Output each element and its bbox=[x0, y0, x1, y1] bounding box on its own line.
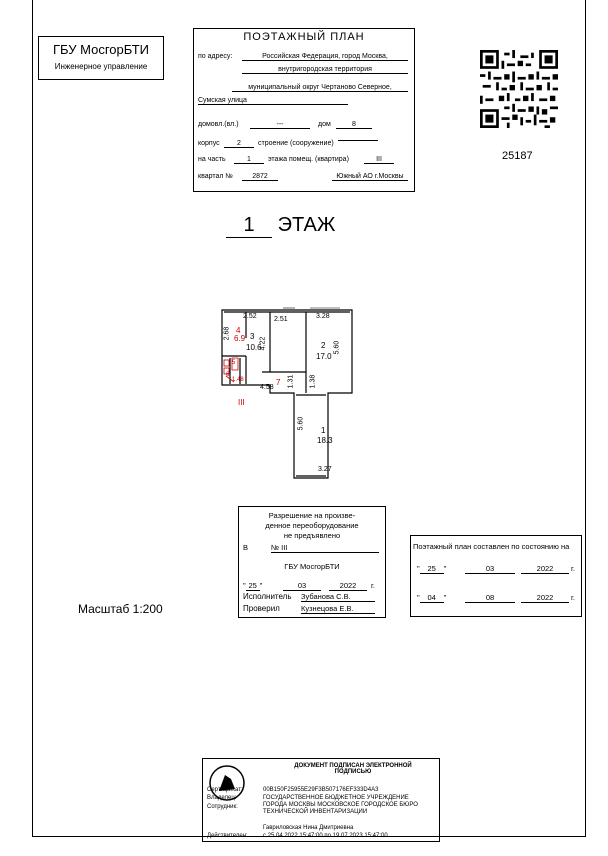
korpus-value: 2 bbox=[224, 140, 254, 148]
permission-org: ГБУ МосгорБТИ bbox=[284, 562, 340, 571]
part-label: на часть bbox=[198, 156, 226, 163]
state-month-2: 08 bbox=[465, 593, 515, 603]
dim-5-60-b: 5.60 bbox=[297, 416, 305, 431]
permission-month: 03 bbox=[283, 581, 321, 591]
dim-1-48: 1.48 bbox=[232, 377, 244, 383]
stroenie-label: строение (сооружение) bbox=[258, 140, 334, 147]
room-5-id: 5 bbox=[232, 360, 236, 366]
floor-label: этажа помещ. (квартира) bbox=[268, 156, 349, 163]
floor-heading bbox=[226, 214, 335, 238]
dim-5-60-a: 5.60 bbox=[333, 340, 341, 355]
executor-label: Исполнитель bbox=[243, 592, 292, 601]
room-1-id: 1 bbox=[321, 426, 326, 435]
address-line4: Сумская улица bbox=[198, 97, 348, 105]
dom-value: 8 bbox=[336, 121, 372, 129]
valid-value: с 25.04.2022 15:47:00 по 19.07.2023 15:47:00 bbox=[263, 833, 388, 839]
dim-2-52: 2.52 bbox=[243, 313, 257, 320]
state-day-2: 04 bbox=[420, 593, 444, 603]
cert-label: Сертификат: bbox=[207, 787, 243, 793]
flat-marker: III bbox=[238, 398, 245, 407]
state-suffix-1: г. bbox=[571, 564, 575, 573]
permission-year: 2022 bbox=[329, 581, 367, 591]
org-name: ГБУ МосгорБТИ bbox=[53, 42, 149, 57]
sig-title-line1: ДОКУМЕНТ ПОДПИСАН ЭЛЕКТРОННОЙ bbox=[294, 763, 412, 769]
room-7-id: 7 bbox=[276, 378, 281, 387]
floor-value: III bbox=[364, 156, 394, 164]
state-year-1: 2022 bbox=[521, 564, 569, 574]
permission-box: Разрешение на произве- денное переоборудование не предъявлено В № III ГБУ МосгорБТИ " 25 " 03 2022 г. Исполнитель Зубанова С.В. Проверил Кузнецова Е.В. bbox=[238, 506, 386, 618]
dom-label: дом bbox=[318, 121, 331, 128]
permission-line3: не предъявлено bbox=[283, 531, 341, 540]
e-signature-stamp bbox=[202, 758, 440, 842]
dim-2-68: 2.68 bbox=[223, 326, 231, 341]
sig-title bbox=[273, 763, 433, 775]
permission-line1: Разрешение на произве- bbox=[268, 511, 356, 520]
plan-title: ПОЭТАЖНЫЙ ПЛАН bbox=[243, 31, 365, 43]
plan-header-box bbox=[193, 28, 415, 192]
district: Южный АО г.Москвы bbox=[332, 173, 408, 181]
permission-line2: денное переоборудование bbox=[265, 521, 359, 530]
dim-1-38: 1.38 bbox=[309, 374, 317, 389]
floor-label-text: ЭТАЖ bbox=[277, 214, 336, 236]
permission-kv-value: № III bbox=[271, 543, 379, 553]
stroenie-value bbox=[338, 140, 378, 141]
address-line3: муниципальный округ Чертаново Северное, bbox=[232, 84, 408, 92]
checker-name: Кузнецова Е.В. bbox=[301, 604, 375, 614]
room-3-area: 10.6 bbox=[246, 343, 262, 352]
org-dept: Инженерное управление bbox=[54, 62, 148, 71]
dim-3-27: 3.27 bbox=[318, 466, 332, 473]
state-year-2: 2022 bbox=[521, 593, 569, 603]
dim-2-51: 2.51 bbox=[274, 316, 288, 323]
qr-code bbox=[480, 50, 558, 128]
room-2-id: 2 bbox=[321, 341, 326, 350]
address-label: по адресу: bbox=[198, 53, 233, 60]
floor-number: 1 bbox=[226, 214, 272, 238]
room-3-id: 3 bbox=[250, 332, 255, 341]
kvartal-label: квартал № bbox=[198, 173, 233, 180]
room-6-id: 6 bbox=[226, 372, 230, 378]
document-code: 25187 bbox=[502, 150, 533, 162]
state-title: Поэтажный план составлен по состоянию на bbox=[413, 542, 570, 551]
dim-4-22: 4.22 bbox=[259, 336, 267, 351]
korpus-label: корпус bbox=[198, 140, 220, 147]
room-1-area: 18.3 bbox=[317, 436, 333, 445]
state-box: Поэтажный план составлен по состоянию на " 25 " 03 2022 г. " 04 " 08 2022 г. bbox=[410, 535, 582, 617]
org-stamp bbox=[38, 36, 164, 80]
kvartal-value: 2872 bbox=[242, 173, 278, 181]
room-2-area: 17.0 bbox=[316, 352, 332, 361]
permission-kv-label: В bbox=[243, 543, 249, 552]
executor-name: Зубанова С.В. bbox=[301, 592, 375, 602]
dim-1-31: 1.31 bbox=[287, 374, 295, 389]
permission-suffix: г. bbox=[371, 581, 375, 590]
room-4-area: 6.9 bbox=[234, 334, 246, 343]
address-line2: внутригородская территория bbox=[242, 66, 408, 74]
checker-label: Проверил bbox=[243, 604, 280, 613]
domovl-label: домовл.(вл.) bbox=[198, 121, 239, 128]
dim-3-28: 3.28 bbox=[316, 313, 330, 320]
state-day-1: 25 bbox=[420, 564, 444, 574]
employee-label: Сотрудник: bbox=[207, 804, 238, 810]
part-value: 1 bbox=[234, 156, 264, 164]
sig-title-line2: ПОДПИСЬЮ bbox=[334, 769, 372, 775]
employee-value: Гавриловская Нина Дмитриевна bbox=[263, 825, 354, 831]
cert-value: 00B150F25955E29F3B507176EF333D4A3 bbox=[263, 787, 379, 793]
owner-label: Владелец: bbox=[207, 795, 237, 801]
owner-value: ГОСУДАРСТВЕННОЕ БЮДЖЕТНОЕ УЧРЕЖДЕНИЕ ГОРОДА МОСКВЫ МОСКОВСКОЕ ГОРОДСКОЕ БЮРО ТЕХНИЧЕСКОЙ ИНВЕНТАРИЗАЦИИ bbox=[263, 795, 418, 815]
state-month-1: 03 bbox=[465, 564, 515, 574]
domovl-value: --- bbox=[250, 121, 310, 129]
scale-label: Масштаб 1:200 bbox=[78, 602, 163, 616]
valid-label: Действителен: bbox=[207, 833, 248, 839]
permission-day: 25 bbox=[246, 581, 260, 591]
state-suffix-2: г. bbox=[571, 593, 575, 602]
dim-4-58: 4.58 bbox=[260, 384, 274, 391]
room-4-id: 4 bbox=[236, 326, 241, 335]
address-line1: Российская Федерация, город Москва, bbox=[242, 53, 408, 61]
